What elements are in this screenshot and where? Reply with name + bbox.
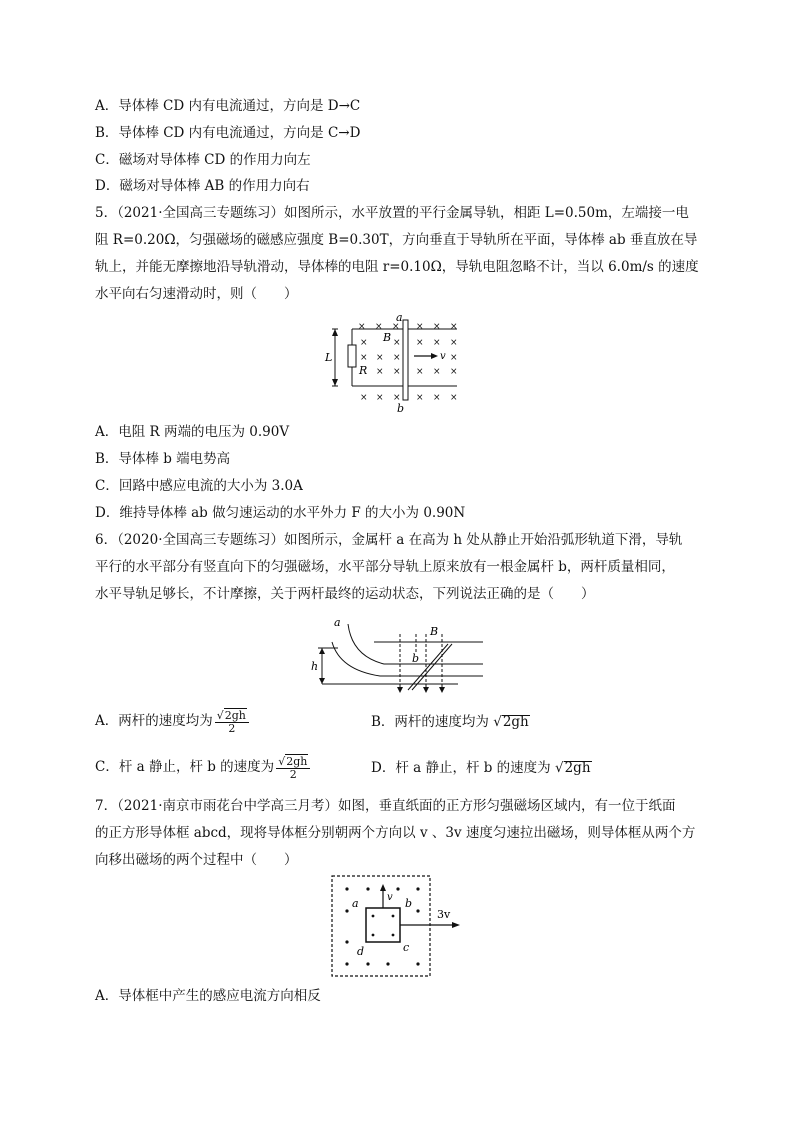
q6-label-b: b [412, 652, 420, 665]
q7-label-c: c [403, 941, 410, 954]
q4-option-b: B．导体棒 CD 内有电流通过，方向是 C→D [95, 125, 361, 141]
q6-option-c: C．杆 a 静止，杆 b 的速度为 $\frac{√2gh}{2}$ [95, 754, 312, 781]
svg-text:×: × [416, 393, 424, 403]
q5-stem-line1: 5．（2021·全国高三专题练习）如图所示，水平放置的平行金属导轨，相距 L=0.50m，左端接一电 [95, 205, 689, 221]
svg-text:×: × [416, 367, 424, 377]
q6-label-h: h [311, 660, 319, 673]
svg-text:×: × [393, 353, 401, 363]
q6-stem-line2: 平行的水平部分有竖直向下的匀强磁场，水平部分导轨上原来放有一根金属杆 b，两杆质量相同， [95, 559, 675, 575]
q5-stem-line3: 轨上，并能无摩擦地沿导轨滑动，导体棒的电阻 r=0.10Ω，导轨电阻忽略不计，当以 6.0m/s 的速度 [95, 259, 699, 275]
q6-option-a: A．两杆的速度均为 $\frac{√2gh}{2}$ [95, 708, 251, 735]
q7-stem-line2: 的正方形导体框 abcd，现将导体框分别朝两个方向以 v 、3v 速度匀速拉出磁场，则导体框从两个方 [95, 825, 696, 841]
q7-label-b: b [405, 897, 413, 910]
q5-option-c: C．回路中感应电流的大小为 3.0A [95, 478, 303, 494]
svg-text:×: × [416, 322, 424, 332]
q5-stem-line4: 水平向右匀速滑动时，则（ ） [95, 286, 298, 302]
q5-option-b: B．导体棒 b 端电势高 [95, 451, 231, 467]
svg-text:×: × [360, 338, 368, 348]
q5-label-a: a [396, 312, 403, 324]
q7-label-3v: 3v [437, 908, 451, 921]
svg-text:×: × [360, 353, 368, 363]
svg-text:×: × [376, 367, 384, 377]
q6-figure [308, 614, 488, 694]
q7-option-a: A．导体框中产生的感应电流方向相反 [95, 988, 321, 1004]
q5-option-d: D．维持导体棒 ab 做匀速运动的水平外力 F 的大小为 0.90N [95, 505, 466, 521]
svg-text:×: × [433, 393, 441, 403]
svg-text:×: × [393, 367, 401, 377]
q6-option-d: D．杆 a 静止，杆 b 的速度为 √2gh [371, 760, 591, 776]
svg-text:×: × [416, 338, 424, 348]
svg-text:×: × [393, 393, 401, 403]
svg-text:×: × [376, 353, 384, 363]
q4-option-a: A．导体棒 CD 内有电流通过，方向是 D→C [95, 98, 361, 114]
q7-figure [330, 874, 465, 979]
q4-option-c: C．磁场对导体棒 CD 的作用力向左 [95, 152, 311, 168]
svg-text:×: × [450, 353, 458, 363]
svg-text:×: × [376, 393, 384, 403]
q5-label-R: R [359, 364, 368, 377]
svg-text:×: × [450, 338, 458, 348]
q5-stem-line2: 阻 R=0.20Ω，匀强磁场的磁感应强度 B=0.30T，方向垂直于导轨所在平面，导体棒 ab 垂直放在导 [95, 232, 698, 248]
q5-option-a: A．电阻 R 两端的电压为 0.90V [95, 424, 290, 440]
q6-stem-line3: 水平导轨足够长，不计摩擦，关于两杆最终的运动状态，下列说法正确的是（ ） [95, 586, 595, 602]
q5-label-B: B [383, 331, 392, 344]
svg-text:×: × [450, 367, 458, 377]
q7-label-d: d [357, 945, 365, 958]
svg-text:×: × [358, 322, 366, 332]
q7-label-a: a [352, 897, 359, 910]
q6-option-b: B．两杆的速度均为 √2gh [371, 714, 529, 730]
q7-label-v: v [387, 892, 393, 903]
q5-figure [322, 312, 462, 417]
q5-label-L: L [325, 351, 333, 364]
q5-label-v: v [440, 351, 446, 362]
q7-stem-line3: 向移出磁场的两个过程中（ ） [95, 852, 298, 868]
q4-option-d: D．磁场对导体棒 AB 的作用力向右 [95, 178, 310, 194]
svg-text:×: × [450, 322, 458, 332]
svg-text:×: × [433, 338, 441, 348]
svg-text:×: × [392, 322, 400, 332]
svg-text:×: × [433, 322, 441, 332]
svg-text:×: × [393, 338, 401, 348]
svg-text:×: × [450, 393, 458, 403]
svg-text:×: × [360, 393, 368, 403]
q6-label-a: a [334, 616, 341, 629]
q7-stem-line1: 7．（2021·南京市雨花台中学高三月考）如图，垂直纸面的正方形匀强磁场区域内，有一位于纸面 [95, 798, 676, 814]
q6-label-B: B [430, 625, 439, 638]
svg-text:×: × [375, 322, 383, 332]
q6-stem-line1: 6．（2020·全国高三专题练习）如图所示，金属杆 a 在高为 h 处从静止开始沿弧形轨道下滑，导轨 [95, 532, 683, 548]
svg-text:×: × [433, 367, 441, 377]
q5-label-b: b [397, 402, 405, 415]
